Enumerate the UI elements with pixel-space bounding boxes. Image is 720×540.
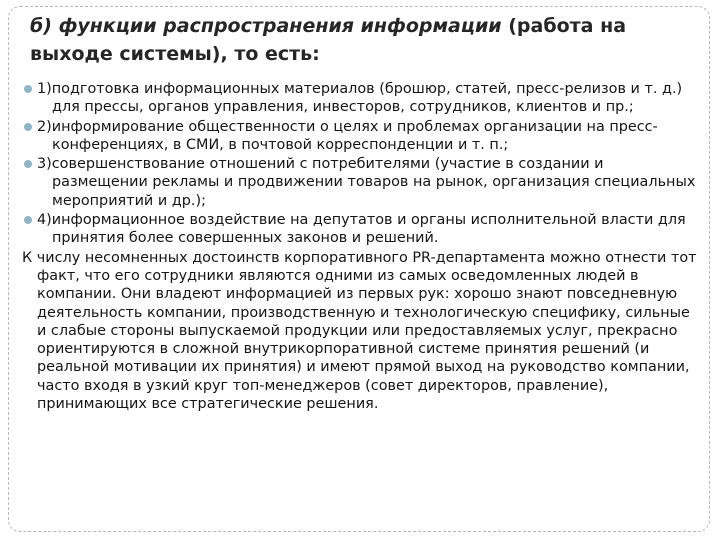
title-italic-part: б) функции распространения информации xyxy=(30,15,502,37)
slide-body xyxy=(22,80,702,413)
bullet-text: 2)информирование общественности о целях и проблемах организации на пресс-конференциях, в СМИ, в почтовой корреспонденции и т. п.; xyxy=(37,118,658,153)
bullet-item-2 xyxy=(22,118,702,155)
bullet-item-1 xyxy=(22,80,702,117)
bullet-dot-icon xyxy=(24,123,32,131)
bullet-text: 4)информационное воздействие на депутатов и органы исполнительной власти для принятия более совершенных законов и решений. xyxy=(37,212,686,247)
bullet-text: 3)совершенствование отношений с потребителями (участие в создании и размещении рекламы и продвижении товаров на рынок, организация специальных мероприятий и др.); xyxy=(37,156,696,209)
slide-title xyxy=(30,12,702,68)
bullet-list xyxy=(22,80,702,248)
bullet-text: 1)подготовка информационных материалов (брошюр, статей, пресс-релизов и т. д.) для прессы, органов управления, инвесторов, сотрудников, клиентов и пр.; xyxy=(37,81,683,116)
bullet-dot-icon xyxy=(24,216,32,224)
bullet-item-4 xyxy=(22,211,702,248)
title-normal-part: (работа на выходе системы), то есть: xyxy=(30,15,627,65)
bullet-item-3 xyxy=(22,155,702,210)
bullet-dot-icon xyxy=(24,85,32,93)
body-paragraph: К числу несомненных достоинств корпоративного PR-департамента можно отнести тот факт, что его сотрудники являются одними из самых осведомленных людей в компании. Они владеют информацией из первых рук: хорошо знают повседневную деятельность компании, производственную и технологическую специфику, сильные и слабые стороны выпускаемой продукции или предоставляемых услуг, прекрасно ориентируются в сложной внутрикорпоративной системе принятия решений (и реальной мотивации их принятия) и имеют прямой выход на руководство компании, часто входя в узкий круг топ-менеджеров (совет директоров, правление), принимающих все стратегические решения. xyxy=(22,249,697,413)
bullet-dot-icon xyxy=(24,160,32,168)
